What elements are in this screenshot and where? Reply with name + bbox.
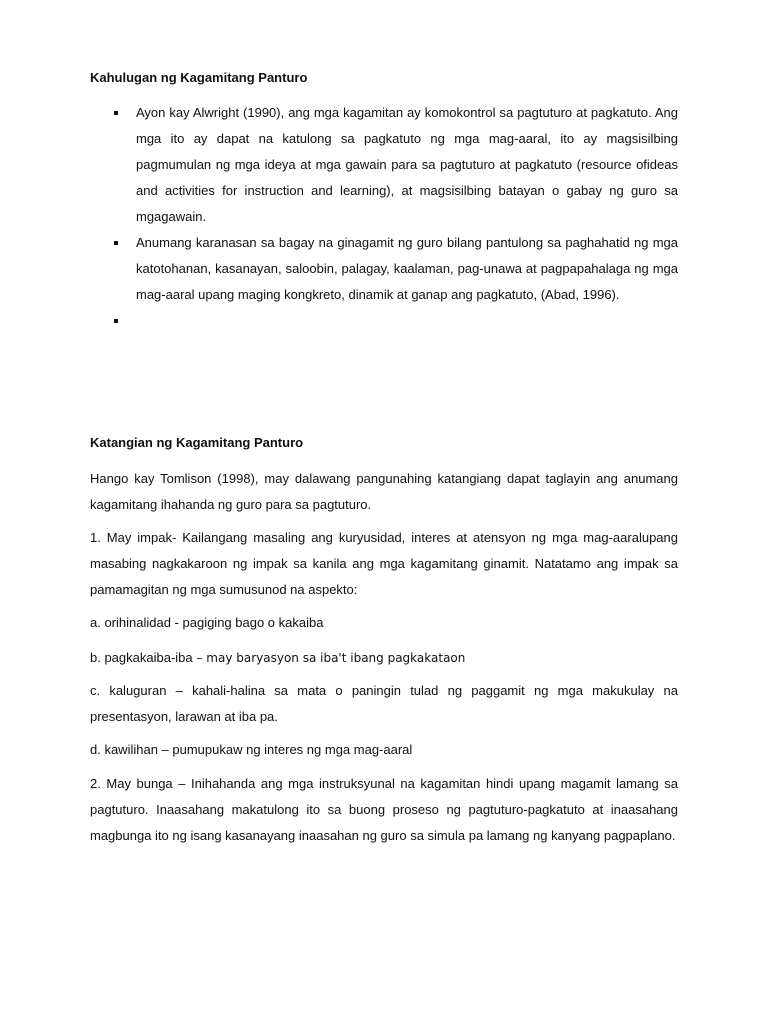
intro-paragraph: Hango kay Tomlison (1998), may dalawang pangunahing katangiang dapat taglayin ang anumang kagamitang ihahanda ng guro para sa pagtuturo.	[90, 471, 678, 512]
point-2-paragraph: 2. May bunga – Inihahanda ang mga instruksyunal na kagamitan hindi upang magamit lamang sa pagtuturo. Inaasahang makatulong ito sa buong proseso ng pagtuturo-pagkatuto at inaasahang magbunga ito ng isang kasanayang inaasahan ng guro sa simula pa lamang ng kanyang pagpaplano.	[90, 776, 678, 843]
definition-bullet-list	[90, 100, 678, 334]
bullet-item-abad	[90, 230, 678, 308]
item-c-kaluguran: c. kaluguran – kahali-halina sa mata o paningin tulad ng paggamit ng mga makukulay na presentasyon, larawan at iba pa.	[90, 683, 678, 724]
bullet-marker-icon	[114, 319, 118, 323]
item-d-kawilihan: d. kawilihan – pumupukaw ng interes ng mga mag-aaral	[90, 742, 413, 757]
bullet-item-empty	[90, 308, 678, 334]
item-a-orihinalidad: a. orihinalidad - pagiging bago o kakaiba	[90, 615, 324, 630]
point-1-paragraph: 1. May impak- Kailangang masaling ang kuryusidad, interes at atensyon ng mga mag-aaralupang masabing nagkakaroon ng impak sa kanila ang mga kagamitang ginamit. Natatamo ang impak sa pamamagitan ng mga sumusunod na aspekto:	[90, 530, 678, 597]
item-b-pagkakaiba-iba	[90, 645, 678, 671]
bullet-marker-icon	[114, 241, 118, 245]
item-b-description: – may baryasyon sa iba't ibang pagkakataon	[192, 651, 466, 665]
item-b-label: b. pagkakaiba-iba	[90, 650, 193, 665]
bullet-text: Ayon kay Alwright (1990), ang mga kagamitan ay komokontrol sa pagtuturo at pagkatuto. Ang mga ito ay dapat na katulong sa pagkatuto ng mga mag-aaral, ito ay magsisilbing pagmumulan ng mga ideya at mga gawain para sa pagtuturo at pagkatuto (resource ofideas and activities for instruction and learning), at magsisilbing batayan o gabay ng guro sa mgagawain.	[136, 105, 678, 224]
bullet-item-alwright	[90, 100, 678, 230]
section-heading-katangian: Katangian ng Kagamitang Panturo	[90, 435, 304, 450]
section-heading-kahulugan: Kahulugan ng Kagamitang Panturo	[90, 70, 308, 85]
bullet-text: Anumang karanasan sa bagay na ginagamit ng guro bilang pantulong sa paghahatid ng mga katotohanan, kasanayan, saloobin, palagay, kaalaman, pag-unawa at pagpapahalaga ng mga mag-aaral upang maging kongkreto, dinamik at ganap ang pagkatuto, (Abad, 1996).	[136, 235, 678, 302]
bullet-marker-icon	[114, 111, 118, 115]
